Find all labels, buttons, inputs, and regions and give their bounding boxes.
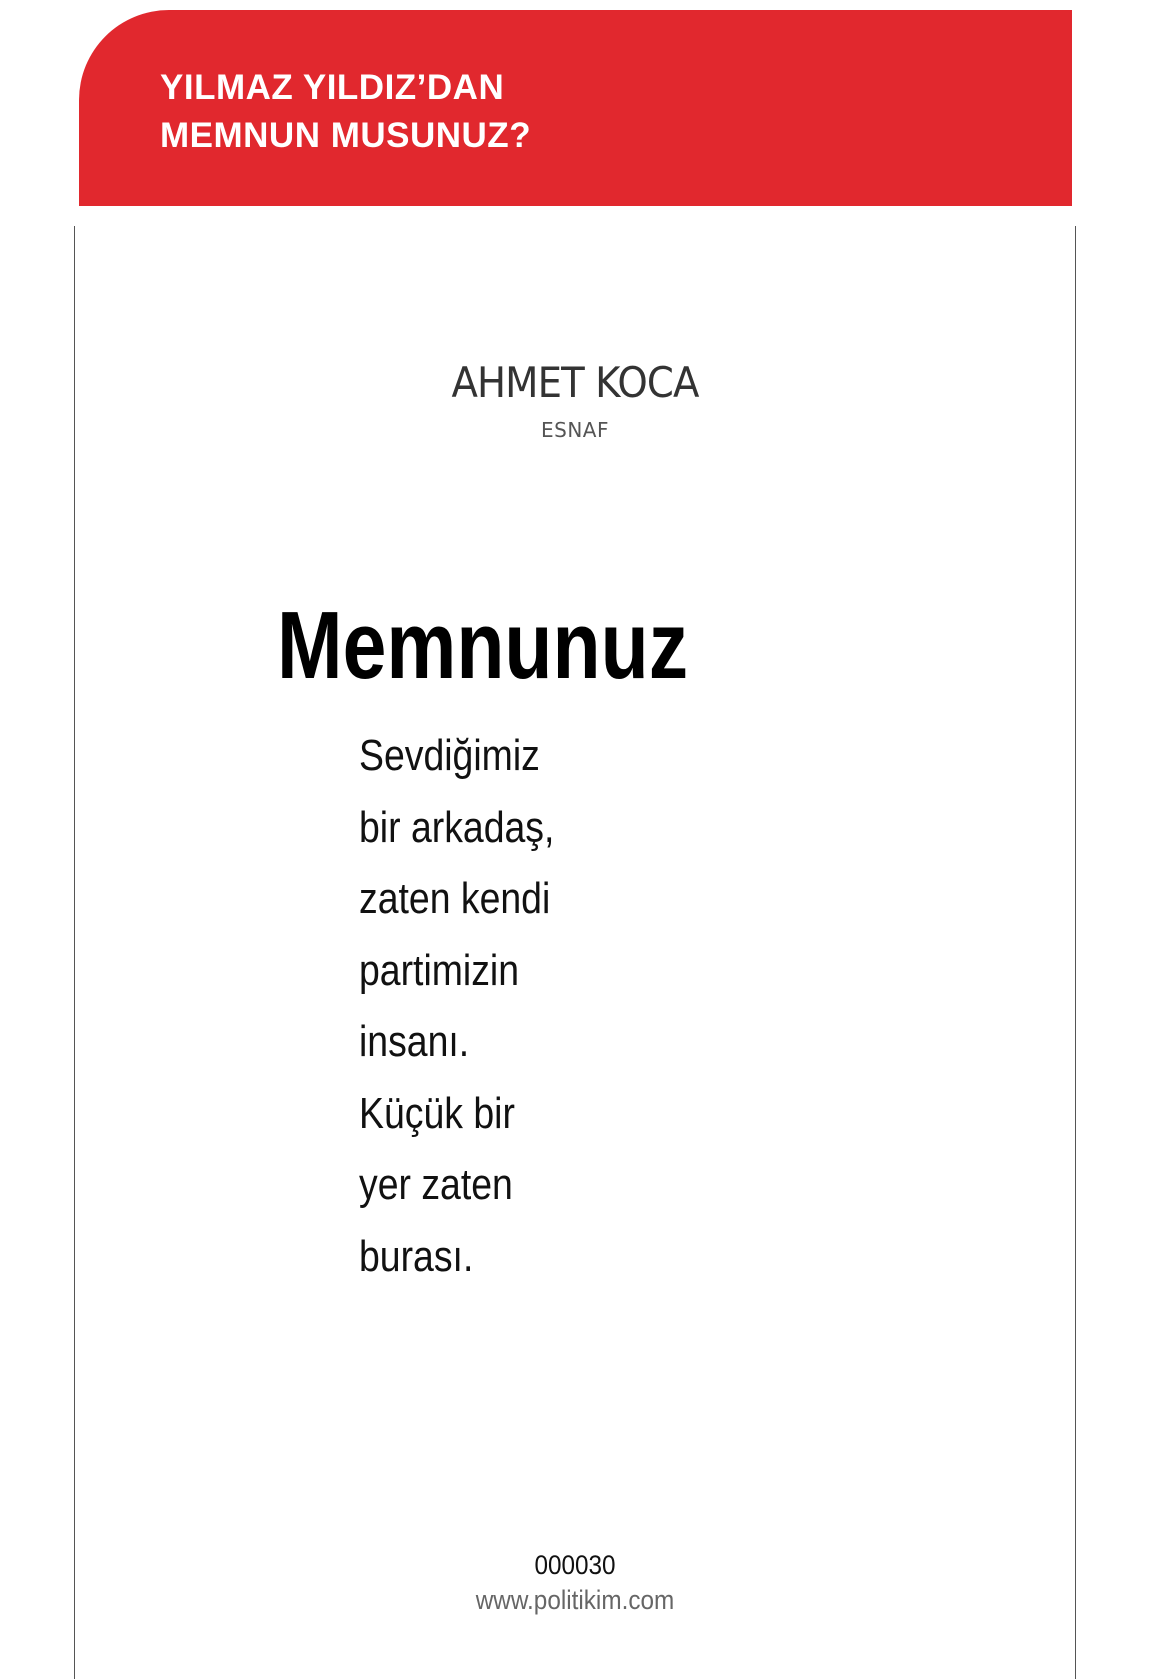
answer-line: burası.: [359, 1231, 474, 1281]
answer-line: Küçük bir: [359, 1088, 515, 1138]
answer-line: partimizin: [359, 945, 520, 995]
answer-line: bir arkadaş,: [359, 802, 555, 852]
answer-line: insanı.: [359, 1017, 470, 1066]
respondent-name: AHMET KOCA: [451, 358, 699, 407]
site-url: www.politikim.com: [475, 1585, 675, 1615]
header-question-line-1: YILMAZ YILDIZ’DAN: [160, 68, 505, 107]
answer-line: Sevdiğimiz: [359, 731, 540, 780]
respondent-role: ESNAF: [541, 418, 609, 442]
header-banner: [79, 10, 1072, 206]
answer-line: zaten kendi: [359, 874, 551, 923]
answer-headline: Memnunuz: [277, 592, 689, 699]
header-question-line-2: MEMNUN MUSUNUZ?: [160, 116, 532, 155]
document-number: 000030: [534, 1550, 616, 1580]
answer-body: [359, 720, 589, 1292]
answer-line: yer zaten: [359, 1160, 513, 1209]
